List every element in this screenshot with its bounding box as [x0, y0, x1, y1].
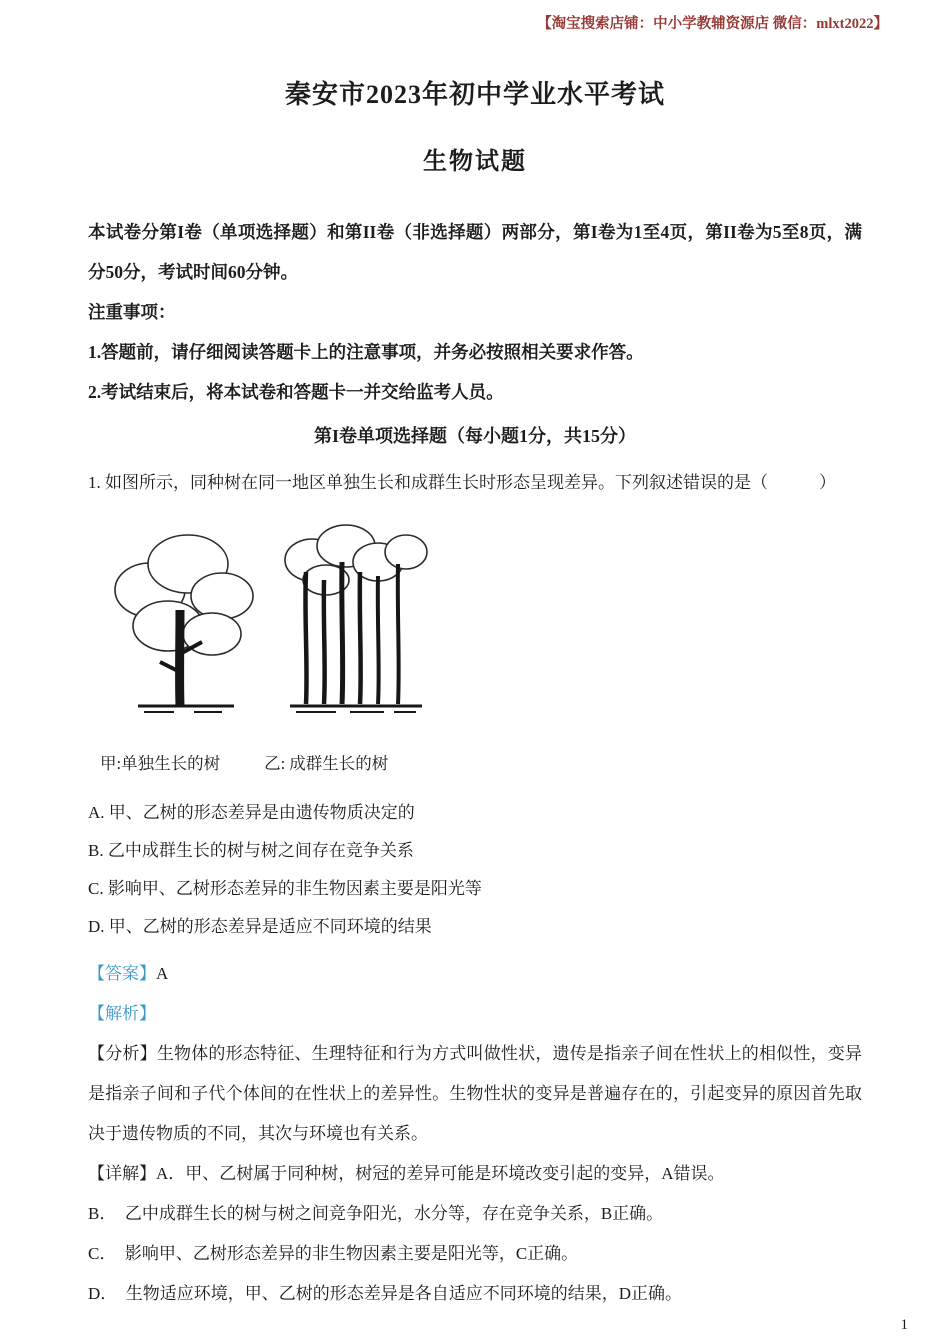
- grouped-trees-icon: [285, 525, 427, 712]
- answer-line: [88, 954, 862, 994]
- answer-value: A: [156, 964, 169, 983]
- option-a: A. 甲、乙树的形态差异是由遗传物质决定的: [88, 803, 415, 822]
- option-d: D. 甲、乙树的形态差异是适应不同环境的结果: [88, 917, 432, 936]
- option-c: C. 影响甲、乙树形态差异的非生物因素主要是阳光等: [88, 879, 482, 898]
- figure-captions: [100, 752, 458, 776]
- detail-a: 【详解】A．甲、乙树属于同种树，树冠的差异可能是环境改变引起的变异，A错误。: [88, 1164, 725, 1183]
- figure-caption-group: 乙: 成群生长的树: [264, 754, 389, 773]
- option-list: [88, 794, 862, 946]
- analysis-label: 【解析】: [88, 1004, 156, 1023]
- section-heading: 第I卷单项选择题（每小题1分，共15分）: [313, 426, 636, 446]
- page-number: 1: [900, 1317, 908, 1333]
- header-shop-note: 【淘宝搜索店铺：中小学教辅资源店 微信：mlxt2022】: [537, 16, 888, 32]
- notice-item-1: 1.答题前，请仔细阅读答题卡上的注意事项，并务必按照相关要求作答。: [88, 342, 644, 362]
- answer-label: 【答案】: [88, 964, 156, 983]
- exam-intro: 本试卷分第I卷（单项选择题）和第II卷（非选择题）两部分，第I卷为1至4页，第II卷为5至8页，满分50分，考试时间60分钟。: [88, 222, 862, 282]
- question-stem: 1. 如图所示，同种树在同一地区单独生长和成群生长时形态呈现差异。下列叙述错误的是（ ）: [88, 473, 836, 492]
- detail-c: C． 影响甲、乙树形态差异的非生物因素主要是阳光等，C正确。: [88, 1244, 579, 1263]
- question-figure: [98, 514, 458, 776]
- notice-title: 注重事项：: [88, 302, 176, 322]
- single-tree-icon: [115, 535, 253, 712]
- option-b: B. 乙中成群生长的树与树之间存在竞争关系: [88, 841, 414, 860]
- notice-item-2: 2.考试结束后，将本试卷和答题卡一并交给监考人员。: [88, 382, 504, 402]
- exam-subtitle: 生物试题: [423, 149, 527, 175]
- exam-title: 秦安市2023年初中学业水平考试: [284, 80, 665, 109]
- trees-figure-svg: [98, 514, 458, 752]
- analysis-text: 【分析】生物体的形态特征、生理特征和行为方式叫做性状，遗传是指亲子间在性状上的相似性，变异是指亲子间和子代个体间的在性状上的差异性。生物性状的变异是普遍存在的，引起变异的原因首先取决于遗传物质的不同，其次与环境也有关系。: [88, 1044, 862, 1143]
- detail-d: D． 生物适应环境，甲、乙树的形态差异是各自适应不同环境的结果，D正确。: [88, 1284, 683, 1303]
- detail-b: B． 乙中成群生长的树与树之间竞争阳光，水分等，存在竞争关系，B正确。: [88, 1204, 664, 1223]
- figure-caption-single: 甲:单独生长的树: [100, 754, 221, 773]
- analysis-label-line: [88, 994, 862, 1034]
